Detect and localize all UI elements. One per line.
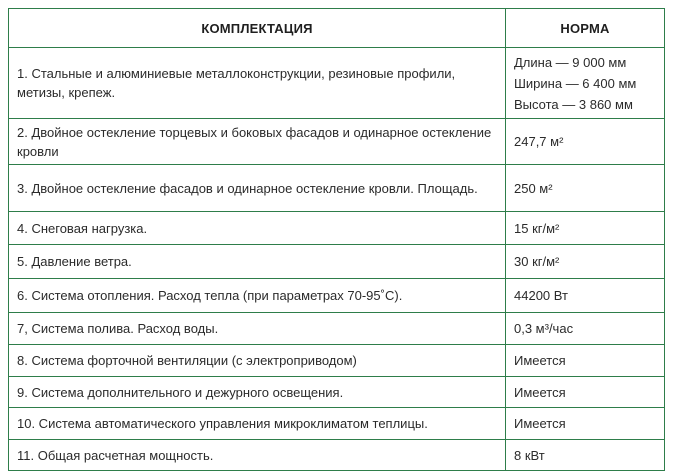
table-row bbox=[9, 212, 665, 245]
row-value bbox=[506, 48, 665, 119]
row-item: 3. Двойное остекление фасадов и одинарное остекление кровли. Площадь. bbox=[9, 165, 506, 212]
spec-table bbox=[8, 8, 665, 471]
row-item: 1. Стальные и алюминиевые металлоконструкции, резиновые профили, метизы, крепеж. bbox=[9, 48, 506, 119]
row-item: 8. Система форточной вентиляции (с электроприводом) bbox=[9, 345, 506, 377]
table-row bbox=[9, 440, 665, 471]
table-row bbox=[9, 408, 665, 440]
row-value: Имеется bbox=[506, 408, 665, 440]
row-item: 10. Система автоматического управления микроклиматом теплицы. bbox=[9, 408, 506, 440]
row-value: 8 кВт bbox=[506, 440, 665, 471]
spec-table-container bbox=[8, 8, 664, 471]
row-item: 4. Снеговая нагрузка. bbox=[9, 212, 506, 245]
table-row bbox=[9, 313, 665, 345]
table-row bbox=[9, 245, 665, 279]
dimension-length: Длина — 9 000 мм bbox=[514, 54, 627, 70]
row-value: 250 м² bbox=[506, 165, 665, 212]
table-row bbox=[9, 377, 665, 408]
row-item: 11. Общая расчетная мощность. bbox=[9, 440, 506, 471]
dimension-width: Ширина — 6 400 мм bbox=[514, 75, 637, 91]
row-item: 2. Двойное остекление торцевых и боковых фасадов и одинарное остекление кровли bbox=[9, 119, 506, 165]
row-item: 7, Система полива. Расход воды. bbox=[9, 313, 506, 345]
row-item: 9. Система дополнительного и дежурного освещения. bbox=[9, 377, 506, 408]
row-item: 6. Система отопления. Расход тепла (при параметрах 70-95˚С). bbox=[9, 279, 506, 313]
row-item: 5. Давление ветра. bbox=[9, 245, 506, 279]
row-value: 30 кг/м² bbox=[506, 245, 665, 279]
row-value: Имеется bbox=[506, 345, 665, 377]
row-value: 44200 Вт bbox=[506, 279, 665, 313]
table-row bbox=[9, 165, 665, 212]
row-value: 247,7 м² bbox=[506, 119, 665, 165]
table-header-row bbox=[9, 9, 665, 48]
table-row bbox=[9, 48, 665, 119]
row-value: 15 кг/м² bbox=[506, 212, 665, 245]
header-equipment: КОМПЛЕКТАЦИЯ bbox=[9, 9, 506, 48]
table-row bbox=[9, 345, 665, 377]
row-value: Имеется bbox=[506, 377, 665, 408]
table-row bbox=[9, 279, 665, 313]
dimension-height: Высота — 3 860 мм bbox=[514, 96, 633, 112]
row-value: 0,3 м³/час bbox=[506, 313, 665, 345]
table-row bbox=[9, 119, 665, 165]
header-norm: НОРМА bbox=[506, 9, 665, 48]
